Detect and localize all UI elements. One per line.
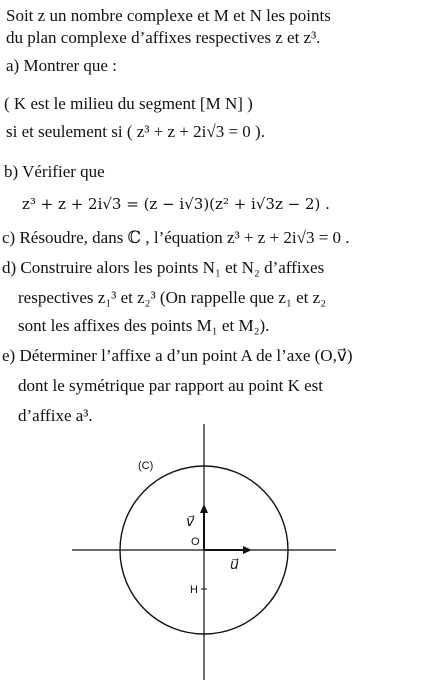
part-b-equation: z³ + z + 2i√3 = (z − i√3)(z² + i√3z − 2) .: [22, 195, 330, 213]
part-e-line-3: d’affixe a³.: [18, 406, 93, 425]
v-label: v⃗: [186, 513, 195, 529]
part-d-line-3: sont les affixes des points M₁ et M₂).: [18, 316, 270, 335]
part-a-line-1: ( K est le milieu du segment [M N] ): [4, 94, 253, 113]
part-e-line-2: dont le symétrique par rapport au point K est: [18, 376, 323, 395]
part-d-line-2: respectives z₁³ et z₂³ (On rappelle que z₁ et z₂: [18, 288, 327, 307]
v-arrowhead: [200, 504, 208, 513]
u-label: u⃗: [230, 556, 239, 572]
part-d-line-1: d) Construire alors les points N₁ et N₂ d’affixes: [2, 258, 325, 277]
part-a-line-2: si et seulement si ( z³ + z + 2i√3 = 0 ).: [6, 122, 265, 141]
origin-label: O: [191, 536, 200, 548]
u-arrowhead: [243, 546, 252, 554]
part-c-text: c) Résoudre, dans ℂ , l’équation z³ + z + 2i√3 = 0 .: [2, 228, 350, 247]
h-label: H: [190, 584, 198, 596]
part-b-label: b) Vérifier que: [4, 162, 105, 181]
circle-label: (C): [138, 460, 154, 472]
intro-line-2: du plan complexe d’affixes respectives z et z³.: [6, 28, 321, 47]
part-e-line-1: e) Déterminer l’affixe a d’un point A de l’axe (O,v⃗): [2, 346, 353, 365]
part-a-label: a) Montrer que :: [6, 56, 117, 75]
intro-line-1: Soit z un nombre complexe et M et N les points: [6, 6, 331, 25]
